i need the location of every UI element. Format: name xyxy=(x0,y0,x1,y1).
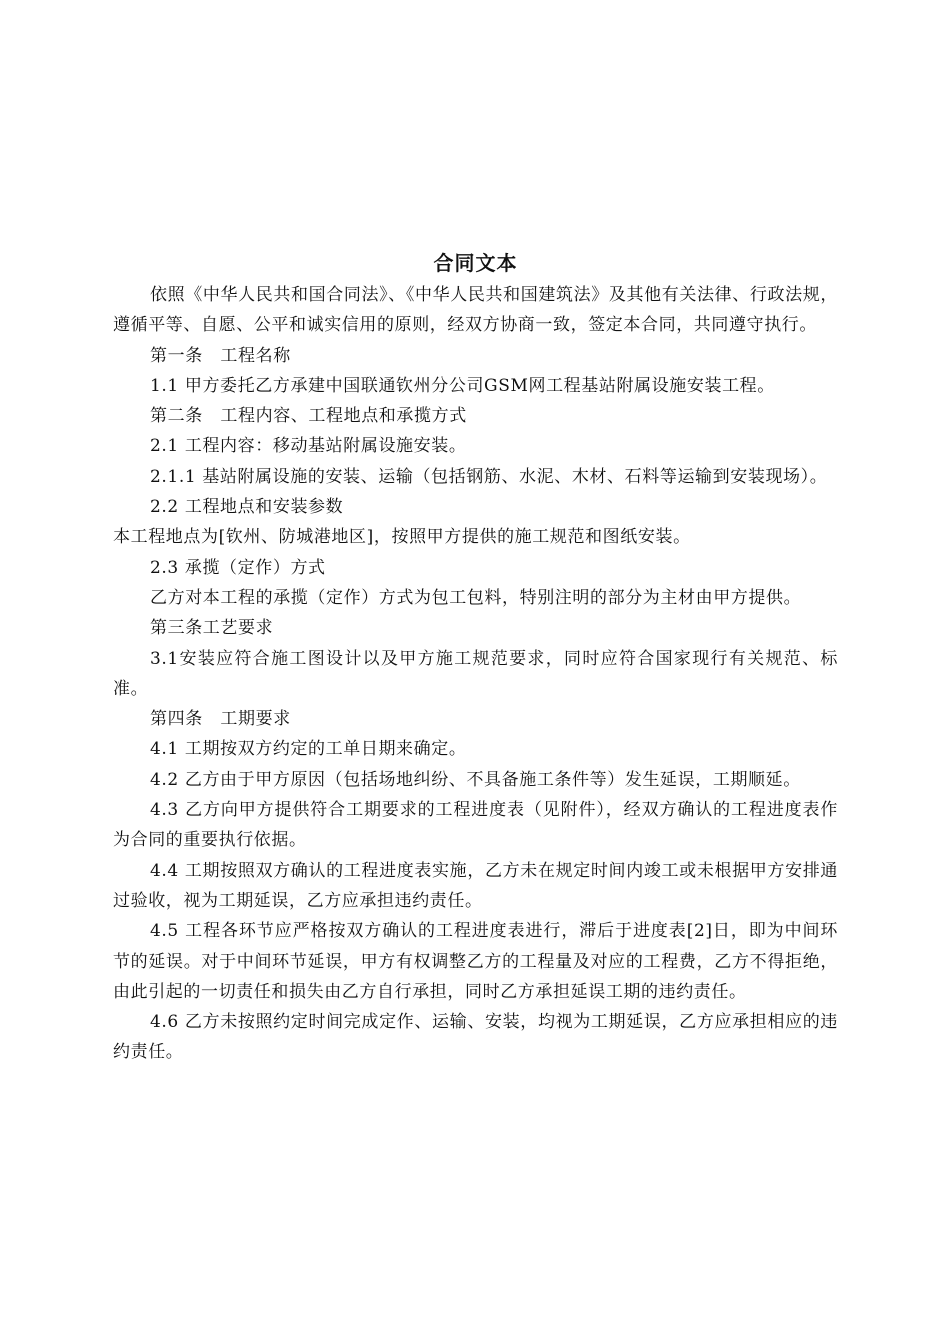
clause-1-1: 1.1 甲方委托乙方承建中国联通钦州分公司GSM网工程基站附属设施安装工程。 xyxy=(150,375,775,396)
clause-4-6: 4.6 乙方未按照约定时间完成定作、运输、安装，均视为工期延误，乙方应承担相应的违约责任。 xyxy=(113,1012,838,1063)
document-title: 合同文本 xyxy=(433,251,518,275)
clause-4-3: 4.3 乙方向甲方提供符合工期要求的工程进度表（见附件），经双方确认的工程进度表作为合同的重要执行依据。 xyxy=(113,800,838,851)
clause-2-2-body: 本工程地点为[钦州、防城港地区]，按照甲方提供的施工规范和图纸安装。 xyxy=(113,527,691,548)
paragraph-preamble: 依照《中华人民共和国合同法》、《中华人民共和国建筑法》及其他有关法律、行政法规，遵循平等、自愿、公平和诚实信用的原则，经双方协商一致，签定本合同，共同遵守执行。 xyxy=(113,285,838,336)
contract-body xyxy=(113,280,838,1068)
clause-4-5: 4.5 工程各环节应严格按双方确认的工程进度表进行，滞后于进度表[2]日，即为中间环节的延误。对于中间环节延误，甲方有权调整乙方的工程量及对应的工程费，乙方不得拒绝，由此引起的一切责任和损失由乙方自行承担，同时乙方承担延误工期的违约责任。 xyxy=(113,921,838,1002)
contract-page xyxy=(113,248,838,1068)
article-4-heading: 第四条 工期要求 xyxy=(150,709,291,730)
clause-2-1: 2.1 工程内容：移动基站附属设施安装。 xyxy=(150,436,467,457)
article-1-heading: 第一条 工程名称 xyxy=(150,345,291,366)
clause-4-2: 4.2 乙方由于甲方原因（包括场地纠纷、不具备施工条件等）发生延误，工期顺延。 xyxy=(150,769,801,790)
clause-2-2: 2.2 工程地点和安装参数 xyxy=(150,497,344,518)
article-2-heading: 第二条 工程内容、工程地点和承揽方式 xyxy=(150,406,467,427)
clause-3-1: 3.1安装应符合施工图设计以及甲方施工规范要求，同时应符合国家现行有关规范、标准。 xyxy=(113,648,838,699)
article-3-heading: 第三条工艺要求 xyxy=(150,618,274,639)
clause-2-3: 2.3 承揽（定作）方式 xyxy=(150,557,326,578)
clause-4-4: 4.4 工期按照双方确认的工程进度表实施，乙方未在规定时间内竣工或未根据甲方安排通过验收，视为工期延误，乙方应承担违约责任。 xyxy=(113,860,838,911)
clause-2-3-body: 乙方对本工程的承揽（定作）方式为包工包料，特别注明的部分为主材由甲方提供。 xyxy=(150,587,802,608)
clause-4-1: 4.1 工期按双方约定的工单日期来确定。 xyxy=(150,739,467,760)
clause-2-1-1: 2.1.1 基站附属设施的安装、运输（包括钢筋、水泥、木材、石料等运输到安装现场）。 xyxy=(150,466,828,487)
